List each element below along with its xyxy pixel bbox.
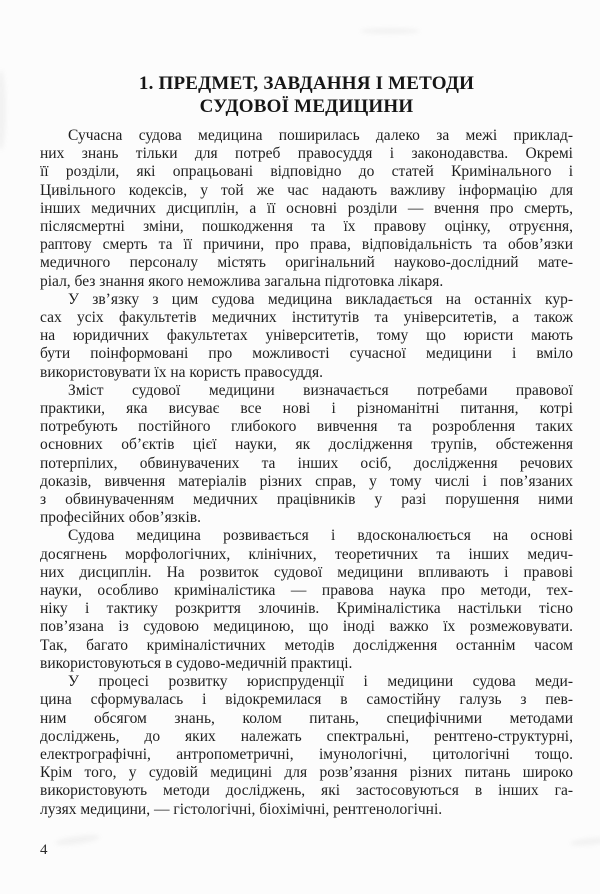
paragraph-4 bbox=[40, 527, 573, 673]
text-line: доказів, вивчення матеріалів різних справ, у тому числі і пов’язаних bbox=[40, 472, 573, 490]
paragraph-1 bbox=[40, 127, 573, 291]
text-line: досягнень морфологічних, клінічних, теоретичних та інших медич- bbox=[40, 545, 573, 563]
scan-smudge bbox=[360, 28, 420, 34]
chapter-heading-line1: 1. ПРЕДМЕТ, ЗАВДАННЯ І МЕТОДИ bbox=[138, 73, 475, 94]
text-line: цина сформувалась і відокремилася в самостійну галузь з пев- bbox=[40, 691, 573, 709]
text-line: на юридичних факультетах університетів, тому що юристи мають bbox=[40, 327, 573, 345]
text-line: використовують методи досліджень, які застосовуються в інших га- bbox=[40, 782, 573, 800]
page-body bbox=[40, 127, 573, 819]
text-line: сах усіх факультетів медичних інститутів та університетів, а також bbox=[40, 309, 573, 327]
text-line: Судова медицина розвивається і вдосконалюється на основі bbox=[68, 527, 573, 545]
text-line: них дисциплін. На розвиток судової медицини впливають і правові bbox=[40, 563, 573, 581]
text-line: У зв’язку з цим судова медицина викладається на останніх кур- bbox=[68, 290, 573, 308]
text-line: ріал, без знання якого неможлива загальна підготовка лікаря. bbox=[40, 272, 444, 290]
text-line: пов’язана із судовою медициною, що іноді важко їх розмежовувати. bbox=[40, 618, 573, 636]
text-line: інших медичних дисциплін, а її основні розділи — вчення про смерть, bbox=[40, 199, 573, 217]
text-line: практики, яка висуває все нові і різноманітні питання, котрі bbox=[40, 400, 573, 418]
text-line: Зміст судової медицини визначається потребами правової bbox=[68, 381, 573, 399]
scan-smudge bbox=[0, 70, 6, 150]
text-line: досліджень, до яких належать спектральні, рентгено-структурні, bbox=[40, 727, 573, 745]
paragraph-2 bbox=[40, 291, 573, 382]
chapter-heading-line2: СУДОВОЇ МЕДИЦИНИ bbox=[199, 96, 414, 117]
text-line: післясмертні зміни, пошкодження та їх правову оцінку, отруєння, bbox=[40, 218, 573, 236]
text-line: Крім того, у судовій медицині для розв’язання різних питань широко bbox=[40, 764, 573, 782]
text-line: раптову смерть та її причини, про права, відповідальність та обов’язки bbox=[40, 236, 573, 254]
text-line: Сучасна судова медицина поширилась далеко за межі приклад- bbox=[68, 127, 573, 144]
text-line: У процесі розвитку юриспруденції і медицини судова меди- bbox=[68, 673, 573, 691]
text-line: використовуються в судово-медичній практиці. bbox=[40, 654, 353, 672]
scan-smudge bbox=[55, 833, 101, 847]
text-line: її розділи, які опрацьовані відповідно до статей Кримінального і bbox=[40, 163, 573, 181]
text-line: потерпілих, обвинувачених та інших осіб, дослідження речових bbox=[40, 454, 573, 472]
paragraph-5 bbox=[40, 673, 573, 819]
text-line: бути поінформовані про можливості сучасної медицини і вміло bbox=[40, 345, 573, 363]
text-line: електрографічні, антропометричні, імунологічні, цитологічні тощо. bbox=[40, 745, 573, 763]
text-line: науки, особливо криміналістика — правова наука про методи, тех- bbox=[40, 582, 573, 600]
text-line: ним обсягом знань, колом питань, специфічними методами bbox=[40, 709, 573, 727]
text-line: них знань тільки для потреб правосуддя і законодавства. Окремі bbox=[40, 145, 573, 163]
chapter-heading bbox=[40, 72, 573, 118]
text-line: Так, багато криміналістичних методів дослідження останнім часом bbox=[40, 636, 573, 654]
text-line: Цивільного кодексів, у той же час надають важливу інформацію для bbox=[40, 181, 573, 199]
text-line: основних об’єктів цієї науки, як дослідження трупів, обстеження bbox=[40, 436, 573, 454]
text-line: потребують постійного глибокого вивчення та розроблення таких bbox=[40, 418, 573, 436]
text-line: ніку і тактику розкриття злочинів. Криміналістика настільки тісно bbox=[40, 600, 573, 618]
text-line: лузях медицини, — гістологічні, біохімічні, рентгенологічні. bbox=[40, 800, 443, 818]
page-number: 4 bbox=[40, 842, 48, 858]
scan-smudge bbox=[570, 836, 600, 847]
text-line: з обвинуваченням медичних працівників у разі порушення ними bbox=[40, 491, 573, 509]
text-line: використовувати їх на користь правосуддя. bbox=[40, 363, 324, 381]
text-line: медичного персоналу містять оригінальний науково-дослідний мате- bbox=[40, 254, 573, 272]
paragraph-3 bbox=[40, 382, 573, 528]
text-line: професійних обов’язків. bbox=[40, 509, 201, 527]
